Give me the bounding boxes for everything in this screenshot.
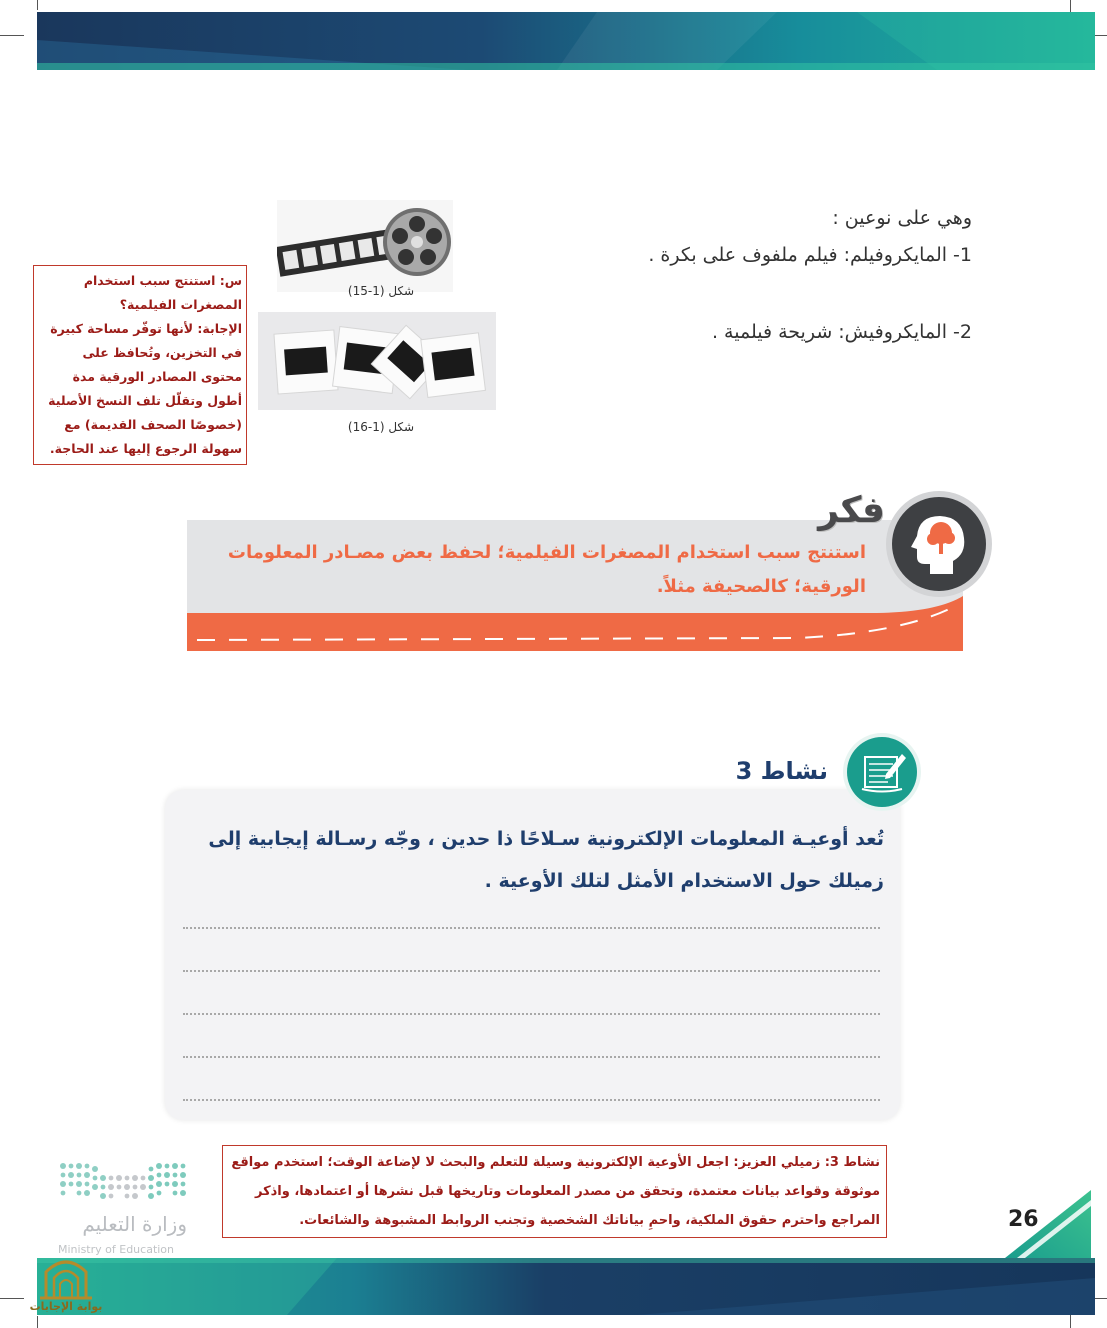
logo-dot bbox=[100, 1193, 106, 1199]
figure-caption: شكل (1-16) bbox=[347, 420, 415, 434]
answer-line bbox=[183, 970, 880, 972]
logo-dot bbox=[77, 1191, 82, 1196]
think-text bbox=[206, 536, 866, 604]
head-brain-icon bbox=[885, 490, 993, 598]
logo-dot bbox=[156, 1163, 162, 1169]
types-intro: وهي على نوعين : bbox=[832, 207, 972, 229]
crop-mark bbox=[0, 1298, 24, 1299]
logo-dot bbox=[181, 1182, 186, 1187]
logo-dot bbox=[109, 1176, 114, 1181]
logo-dot bbox=[149, 1167, 154, 1172]
logo-dot bbox=[76, 1163, 82, 1169]
logo-dot bbox=[148, 1175, 154, 1181]
logo-dot bbox=[164, 1172, 170, 1178]
side-answer-box bbox=[33, 265, 247, 465]
logo-dot bbox=[116, 1175, 122, 1181]
logo-dot bbox=[117, 1185, 122, 1190]
logo-dot bbox=[61, 1173, 66, 1178]
answer-line bbox=[183, 1099, 880, 1101]
ministry-name-en: Ministry of Education bbox=[58, 1243, 175, 1256]
think-line: الورقية؛ كالصحيفة مثلاً. bbox=[656, 576, 866, 597]
top-banner bbox=[37, 12, 1095, 70]
crop-mark bbox=[37, 0, 38, 10]
logo-dot bbox=[69, 1182, 74, 1187]
type-microfilm: 1- المايكروفيلم: فيلم ملفوف على بكرة . bbox=[648, 244, 972, 266]
crop-mark bbox=[0, 35, 24, 36]
logo-dot bbox=[92, 1166, 98, 1172]
logo-dot bbox=[125, 1176, 130, 1181]
logo-dot bbox=[172, 1181, 178, 1187]
logo-dot bbox=[165, 1182, 170, 1187]
logo-dot bbox=[109, 1194, 114, 1199]
ministry-name-ar: وزارة التعليم bbox=[82, 1212, 187, 1236]
logo-dot bbox=[76, 1181, 82, 1187]
logo-dot bbox=[133, 1185, 138, 1190]
logo-dot bbox=[140, 1184, 146, 1190]
watermark-text: بوابة الإجابات bbox=[29, 1300, 103, 1313]
logo-dot bbox=[92, 1184, 98, 1190]
page-number: 26 bbox=[1008, 1207, 1039, 1232]
logo-dot bbox=[141, 1176, 146, 1181]
microfiche-slides-image bbox=[258, 312, 496, 410]
logo-dot bbox=[149, 1185, 154, 1190]
logo-dot bbox=[108, 1184, 114, 1190]
ministry-dots-logo bbox=[58, 1160, 190, 1202]
think-line: استنتج سبب استخدام المصغرات الفيلمية؛ لحفظ بعض مصـادر المعلومات bbox=[227, 542, 866, 563]
activity-prompt: تُعد أوعيـة المعلومات الإلكترونية سـلاحًا ذا حدين ، وجّه رسـالة إيجابية إلى زميلك حول الاستخدام الأمثل لتلك الأوعية . bbox=[208, 828, 884, 892]
logo-dot bbox=[157, 1173, 162, 1178]
notebook-pen-icon bbox=[842, 732, 922, 812]
logo-dot bbox=[84, 1172, 90, 1178]
side-question: س: استنتج سبب استخدام المصغرات الفيلمية؟ bbox=[83, 273, 242, 312]
logo-dot bbox=[173, 1191, 178, 1196]
logo-dot bbox=[77, 1173, 82, 1178]
bottom-banner bbox=[37, 1258, 1095, 1315]
film-reel-image bbox=[277, 200, 453, 292]
logo-dot bbox=[180, 1190, 186, 1196]
activity-title: نشاط 3 bbox=[735, 757, 828, 785]
logo-dot bbox=[69, 1164, 74, 1169]
logo-dot bbox=[93, 1176, 98, 1181]
figure-caption: شكل (1-15) bbox=[347, 284, 415, 298]
reel bbox=[383, 208, 451, 276]
logo-dot bbox=[132, 1193, 138, 1199]
microfilm-types bbox=[592, 200, 972, 351]
logo-dot bbox=[172, 1163, 178, 1169]
logo-dot bbox=[85, 1182, 90, 1187]
crop-mark bbox=[37, 1316, 38, 1328]
side-answer-text: الإجابة: لأنها توفّر مساحة كبيرة في التخزين، وتُحافظ على محتوى المصادر الورقية مدة أطول وتقلّل تلف النسخ الأصلية (خصوصًا الصحف القديمة) مع سهولة الرجوع إليها عند الحاجة. bbox=[48, 321, 242, 456]
logo-dot bbox=[60, 1181, 66, 1187]
think-title: فكر bbox=[818, 490, 885, 531]
logo-dot bbox=[125, 1194, 130, 1199]
logo-dot bbox=[180, 1172, 186, 1178]
logo-dot bbox=[181, 1164, 186, 1169]
logo-dot bbox=[124, 1184, 130, 1190]
answer-line bbox=[183, 1056, 880, 1058]
answer-line bbox=[183, 1013, 880, 1015]
spacer bbox=[592, 274, 972, 314]
logo-dot bbox=[60, 1163, 66, 1169]
logo-dot bbox=[165, 1164, 170, 1169]
logo-dot bbox=[173, 1173, 178, 1178]
logo-dot bbox=[68, 1172, 74, 1178]
activity-answer-box: نشاط 3: زميلي العزيز: اجعل الأوعية الإلكترونية وسيلة للتعلم والبحث لا لإضاعة الوقت؛ استخدم مواقع موثوقة وقواعد بيانات معتمدة، وتحقق من مصدر المعلومات وتاريخها قبل نشرها أو اعتمادها، واذكر المراجع واحترم حقوق الملكية، واحمِ بياناتك الشخصية وتجنب الروابط المشبوهة والشائعات. bbox=[222, 1145, 887, 1238]
type-microfiche: 2- المايكروفيش: شريحة فيلمية . bbox=[711, 321, 972, 343]
logo-dot bbox=[85, 1164, 90, 1169]
logo-dot bbox=[157, 1191, 162, 1196]
logo-dot bbox=[132, 1175, 138, 1181]
logo-dot bbox=[84, 1190, 90, 1196]
logo-dot bbox=[101, 1185, 106, 1190]
mosque-icon bbox=[36, 1254, 96, 1300]
logo-dot bbox=[100, 1175, 106, 1181]
logo-dot bbox=[156, 1181, 162, 1187]
logo-dot bbox=[61, 1191, 66, 1196]
logo-dot bbox=[148, 1193, 154, 1199]
answer-line bbox=[183, 927, 880, 929]
